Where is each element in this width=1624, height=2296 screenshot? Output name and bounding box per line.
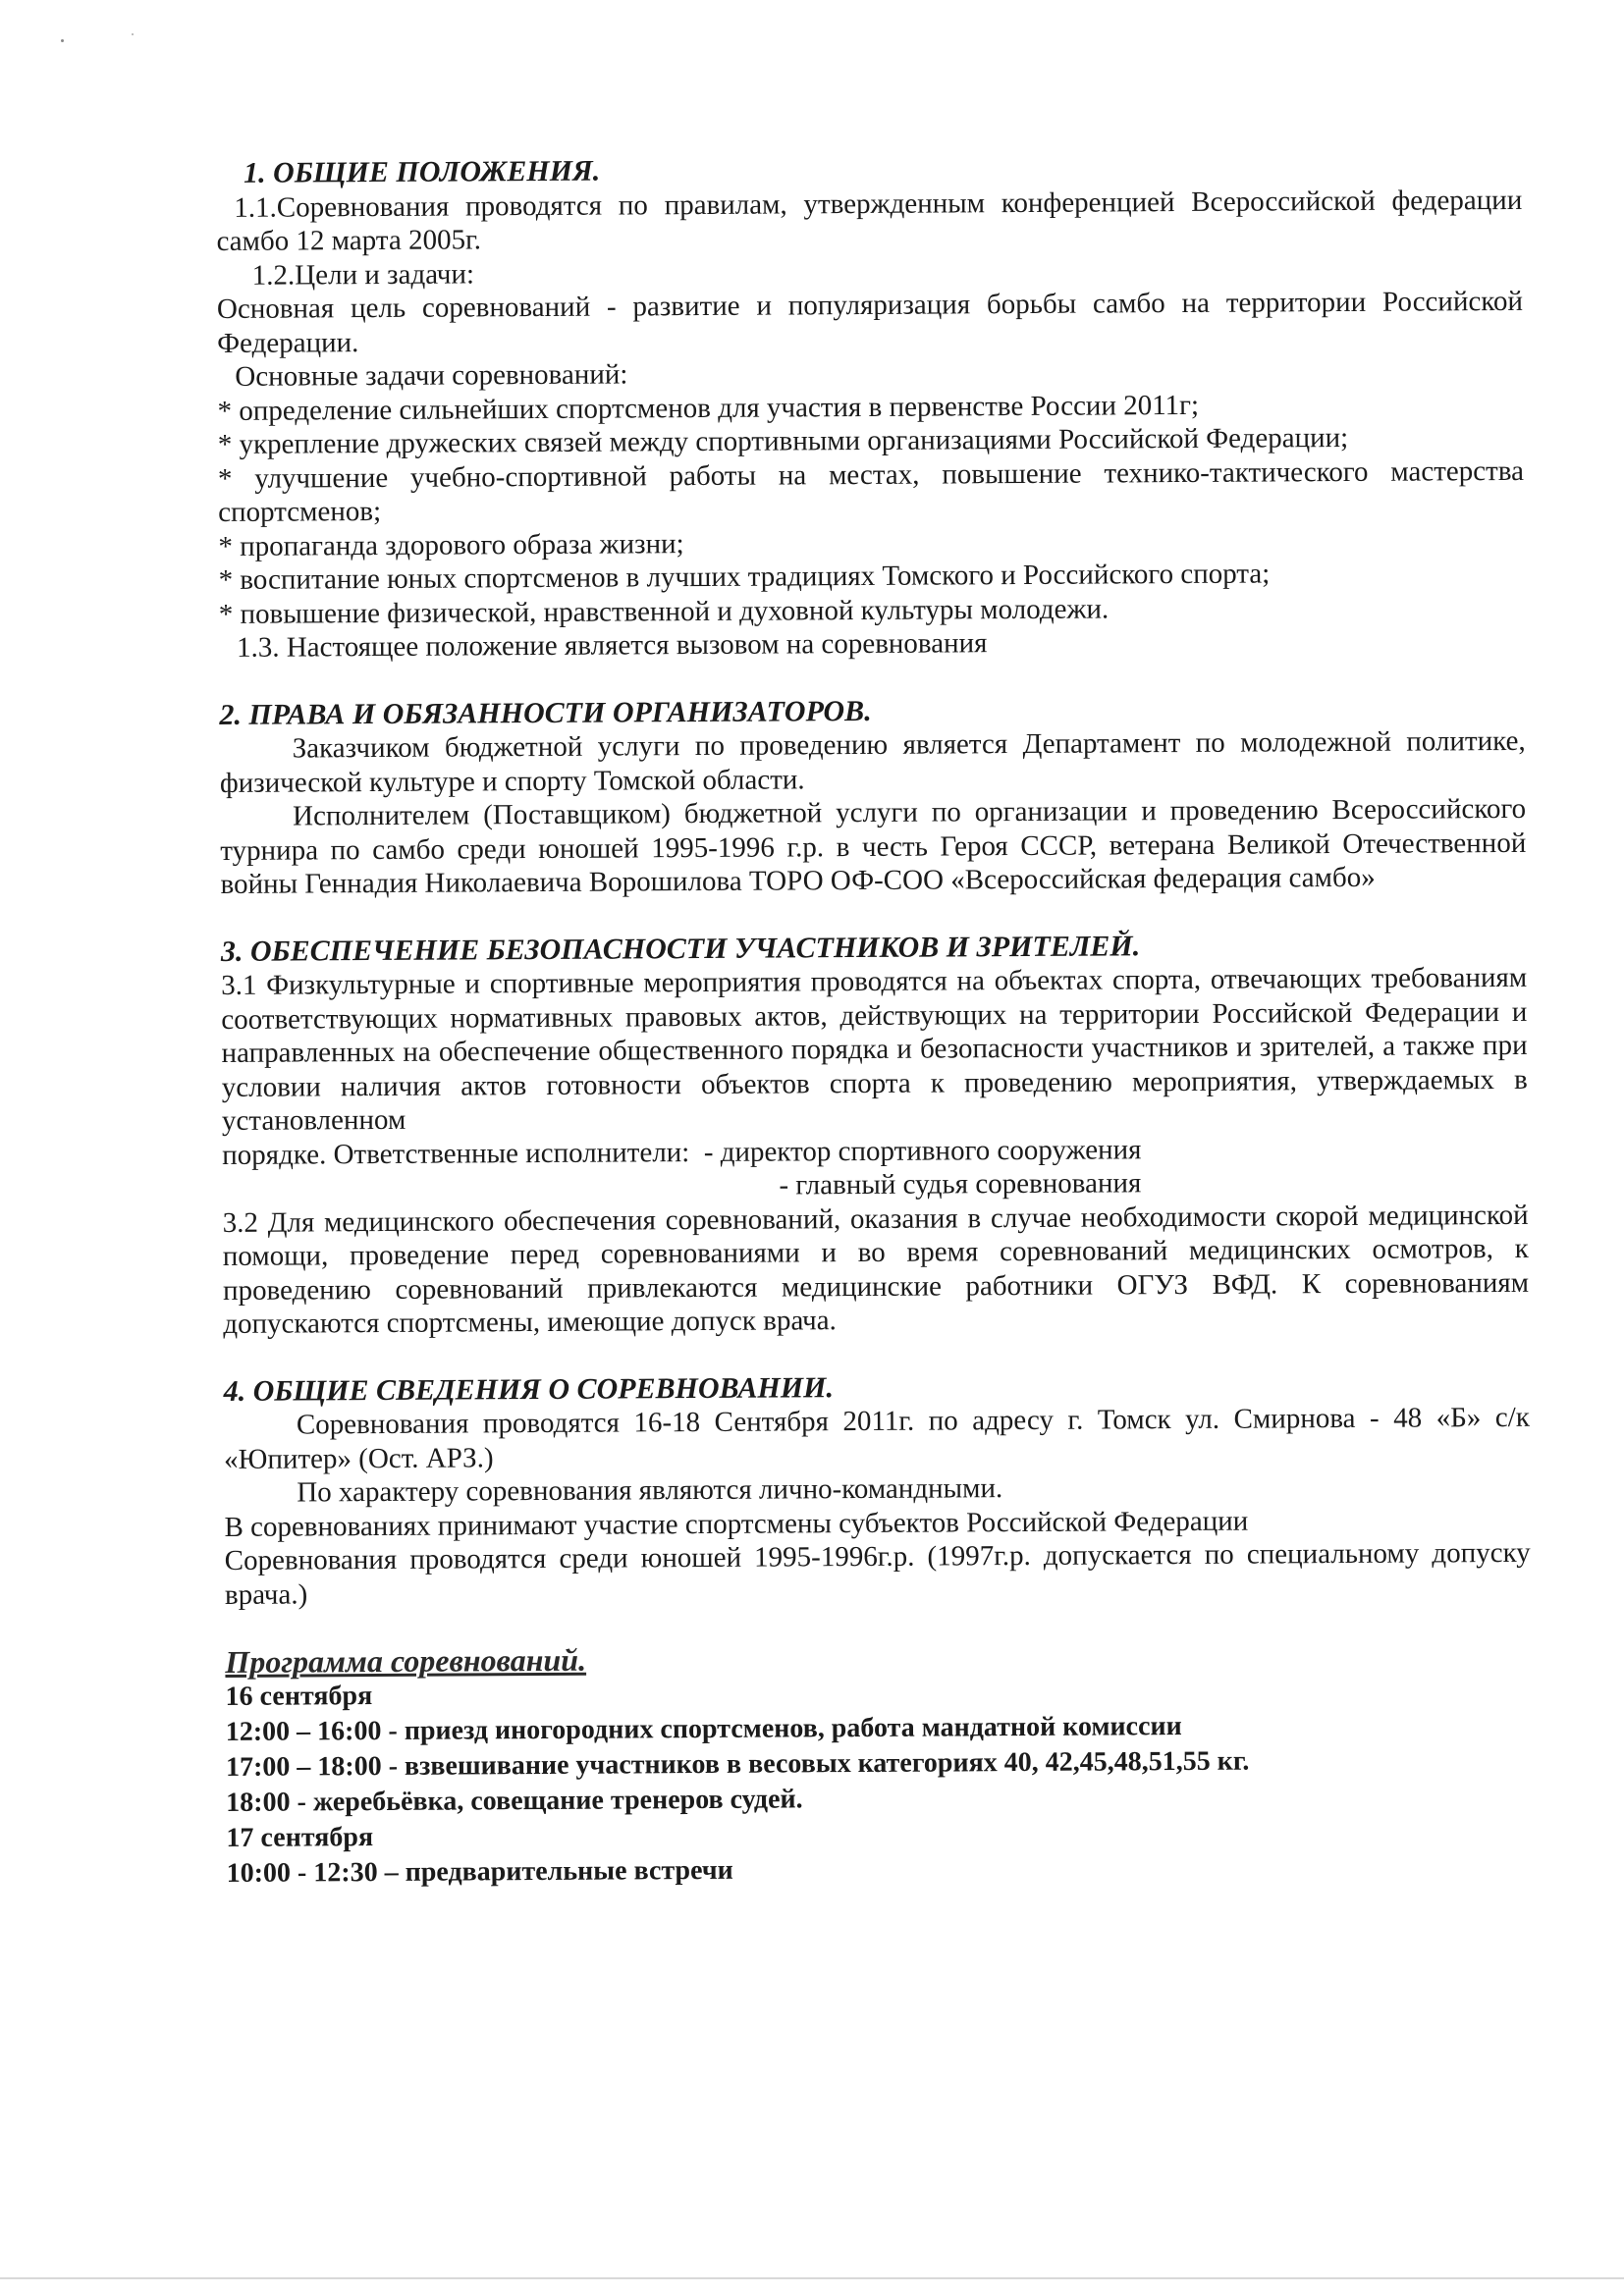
responsible-line-2: - главный судья соревнования — [779, 1167, 1142, 1201]
section-3-paragraph-2: 3.2 Для медицинского обеспечения соревнований, оказания в случае необходимости скорой медицинской помощи, проведение перед соревнованиями и во время соревнований медицинских осмотров, к проведению соревнований привлекаются медицинские работники ОГУЗ ВФД. К соревнованиям допускаются спортсмены, имеющие допуск врача. — [222, 1199, 1530, 1340]
scan-speck — [132, 33, 134, 35]
scan-edge — [0, 2277, 1624, 2279]
section-2-heading: 2. ПРАВА И ОБЯЗАННОСТИ ОРГАНИЗАТОРОВ. — [219, 694, 872, 731]
task-item: * воспитание юных спортсменов в лучших традициях Томского и Российского спорта; — [218, 558, 1271, 596]
program-line: 16 сентября — [225, 1680, 373, 1712]
section-4-heading: 4. ОБЩИЕ СВЕДЕНИЯ О СОРЕВНОВАНИИ. — [223, 1370, 835, 1408]
scan-speck — [61, 39, 64, 42]
section-4-paragraph-1: Соревнования проводятся 16-18 Сентября 2011г. по адресу г. Томск ул. Смирнова - 48 «Б» с/к «Юпитер» (Ост. АРЗ.) — [224, 1401, 1530, 1475]
section-1-heading: 1. ОБЩИЕ ПОЛОЖЕНИЯ. — [243, 154, 601, 189]
section-1-paragraph-4: Основные задачи соревнований: — [235, 358, 628, 393]
section-4-paragraph-2: По характеру соревнования являются лично-командными. — [297, 1472, 1003, 1509]
program-line: 18:00 - жеребьёвка, совещание тренеров судей. — [226, 1783, 803, 1818]
task-item: * определение сильнейших спортсменов для участия в первенстве России 2011г; — [217, 389, 1200, 427]
program-line: 12:00 – 16:00 - приезд иногородних спортсменов, работа мандатной комиссии — [225, 1710, 1182, 1747]
section-3-paragraph-1: 3.1 Физкультурные и спортивные мероприятия проводятся на объектах спорта, отвечающих требованиям соответствующих нормативных правовых актов, действующих на территории Российской Федерации и направленных на обеспечение общественного порядка и безопасности участников и зрителей, а также при условии наличия актов готовности объектов спорта к проведению мероприятия, утверждаемых в установленном — [221, 961, 1528, 1137]
responsible-line-1: порядке. Ответственные исполнители: - директор спортивного сооружения — [222, 1133, 1142, 1171]
program-line: 17 сентября — [226, 1821, 374, 1853]
section-1-paragraph-3: Основная цель соревнований - развитие и популяризация борьбы самбо на территории Российской Федерации. — [216, 285, 1524, 359]
program-title: Программа соревнований. — [225, 1641, 587, 1680]
section-3-heading: 3. ОБЕСПЕЧЕНИЕ БЕЗОПАСНОСТИ УЧАСТНИКОВ И ЗРИТЕЛЕЙ. — [220, 929, 1141, 968]
section-2-paragraph-1: Заказчиком бюджетной услуги по проведению является Департамент по молодежной политике, физической культуре и спорту Томской области. — [219, 724, 1526, 799]
document-page — [216, 149, 1533, 1892]
task-item: * пропаганда здорового образа жизни; — [218, 527, 684, 562]
section-1-paragraph-2: 1.2.Цели и задачи: — [251, 257, 475, 292]
task-item: * укрепление дружеских связей между спортивными организациями Российской Федерации; — [217, 421, 1349, 460]
program-line: 10:00 - 12:30 – предварительные встречи — [226, 1854, 733, 1889]
section-1-paragraph-5: 1.3. Настоящее положение является вызовом на соревнования — [236, 627, 988, 664]
section-1-paragraph-1: 1.1.Соревнования проводятся по правилам, утвержденным конференцией Всероссийской федерации самбо 12 марта 2005г. — [216, 184, 1523, 257]
section-4-paragraph-3: В соревнованиях принимают участие спортсмены субъектов Российской Федерации — [224, 1505, 1249, 1543]
task-item: * улучшение учебно-спортивной работы на местах, повышение технико-тактического мастерства спортсменов; — [217, 454, 1525, 528]
program-line: 17:00 – 18:00 - взвешивание участников в весовых категориях 40, 42,45,48,51,55 кг. — [225, 1745, 1250, 1783]
section-4-paragraph-4: Соревнования проводятся среди юношей 1995-1996г.р. (1997г.р. допускается по специальному допуску врача.) — [224, 1536, 1531, 1611]
task-item: * повышение физической, нравственной и духовной культуры молодежи. — [218, 592, 1110, 630]
section-2-paragraph-2: Исполнителем (Поставщиком) бюджетной услуги по организации и проведению Всероссийского турнира по самбо среди юношей 1995-1996 г.р. в честь Героя СССР, ветерана Великой Отечественной войны Геннадия Николаевича Ворошилова ТОРО ОФ-СОО «Всероссийская федерация самбо» — [220, 792, 1527, 900]
